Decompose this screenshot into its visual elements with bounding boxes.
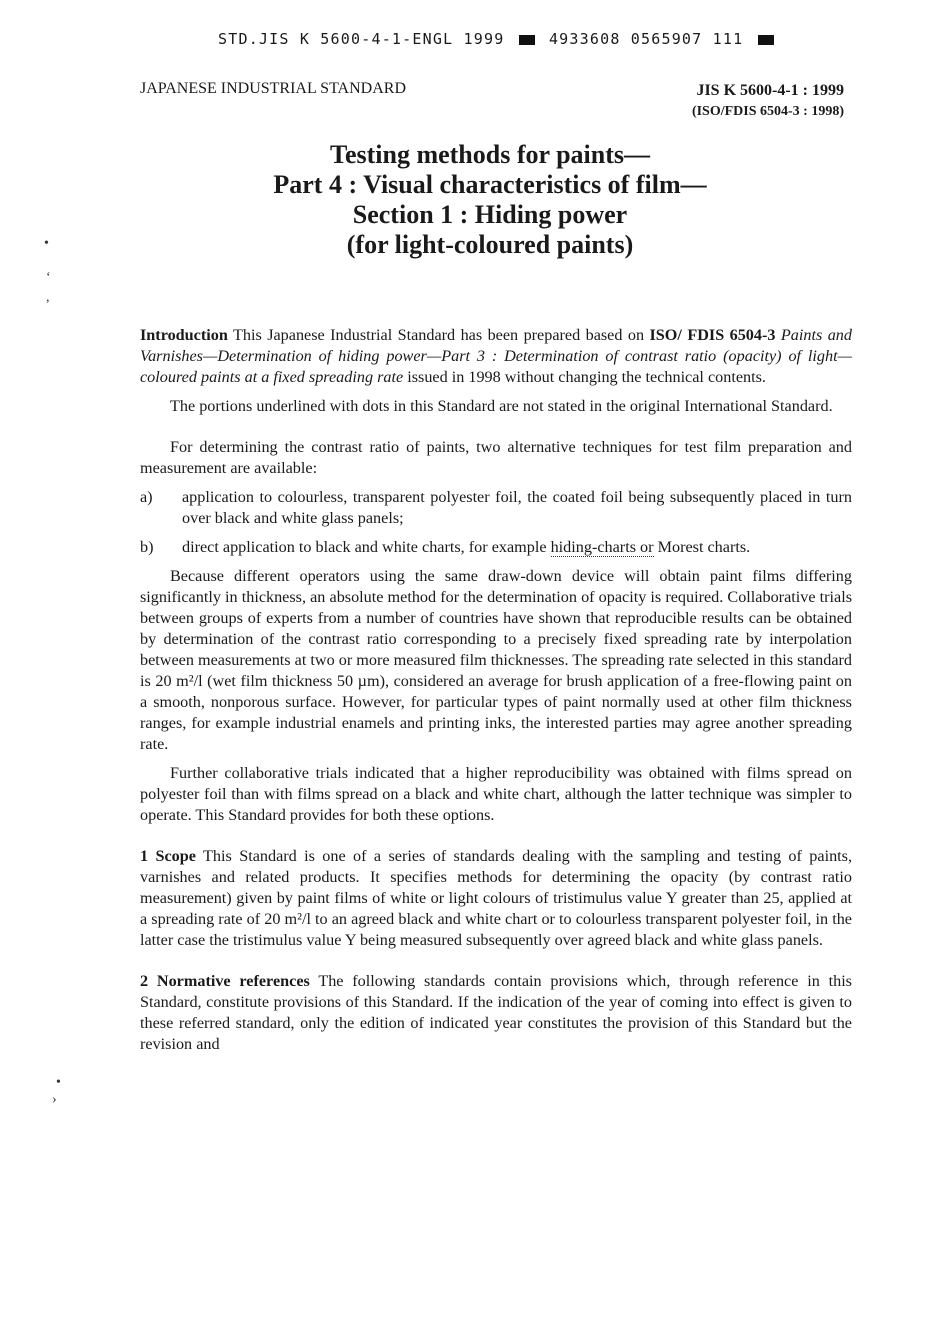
title-line-3: Section 1 : Hiding power — [352, 200, 628, 229]
intro-heading: Introduction — [140, 326, 228, 344]
scan-mark: • — [56, 1075, 61, 1090]
list-item-b — [140, 537, 852, 558]
document-stamp — [218, 30, 778, 48]
list-text: application to colourless, transparent polyester foil, the coated foil being subsequently placed in turn over black and white glass panels; — [182, 488, 852, 527]
header-organization: JAPANESE INDUSTRIAL STANDARD — [140, 80, 406, 97]
normative-heading: 2 Normative references — [140, 972, 310, 990]
list-label: b) — [140, 538, 154, 556]
opacity-paragraph: Because different operators using the same draw-down device will obtain paint films differing significantly in thickness, an absolute method for the determination of opacity is required. Collaborative trials between groups of experts from a number of countries have shown that reproducible results can be obtained by determination of the contrast ratio corresponding to a precisely fixed spreading rate by interpolation between measurements at two or more measured film thicknesses. The spreading rate selected in this standard is 20 m²/l (wet film thickness 50 µm), considered an average for brush application of a free-flowing paint on a smooth, nonporous surface. However, for particular types of paint normally used at other film thickness ranges, for example industrial enamels and printing inks, the interested parties may agree another spreading rate. — [140, 567, 852, 753]
intro-text-end: issued in 1998 without changing the technical contents. — [403, 368, 766, 386]
scan-mark: , — [46, 290, 50, 305]
scan-mark: ‘ — [46, 270, 51, 285]
title-line-1: Testing methods for paints— — [330, 140, 650, 169]
normative-text: The following standards contain provisions which, through reference in this Standard, constitute provisions of this Standard. If the indication of the year of coming into effect is given to these referred standard, only the edition of indicated year constitutes the provision of this Standard but the revision and — [140, 972, 852, 1053]
reproducibility-paragraph: Further collaborative trials indicated that a higher reproducibility was obtained with films spread on polyester foil than with films spread on a black and white chart, although the latter technique was simpler to operate. This Standard provides for both these options. — [140, 764, 852, 824]
header-standard — [692, 80, 844, 122]
list-text-pre: direct application to black and white charts, for example — [182, 538, 551, 556]
intro-paragraph — [140, 325, 852, 388]
scan-mark: • — [44, 236, 49, 251]
stamp-number: 4933608 0565907 111 — [548, 30, 744, 48]
scope-heading: 1 Scope — [140, 847, 196, 865]
dotted-underline-text: hiding-charts or — [550, 538, 654, 556]
document-body — [140, 325, 852, 1063]
stamp-block-right — [758, 35, 774, 45]
standard-number: JIS K 5600-4-1 : 1999 — [696, 82, 844, 99]
stamp-code: STD.JIS K 5600-4-1-ENGL 1999 — [218, 30, 505, 48]
intro-text: This Japanese Industrial Standard has been prepared based on — [227, 326, 650, 344]
iso-title: Paints and Varnishes—Determination of hiding power—Part 3 : Determination of contrast ratio (opacity) of light—coloured paints at a fixed spreading rate — [140, 326, 852, 386]
title-line-4: (for light-coloured paints) — [346, 230, 634, 259]
scope-text: This Standard is one of a series of standards dealing with the sampling and testing of paints, varnishes and related products. It specifies methods for determining the opacity (by contrast ratio measurement) given by paint films of white or light colours of tristimulus value Y greater than 25, applied at a spreading rate of 20 m²/l to an agreed black and white chart or to colourless transparent polyester foil, in the latter case the tristimulus value Y being measured subsequently over agreed black and white glass panels. — [140, 847, 853, 949]
scope-section — [140, 846, 852, 951]
list-label: a) — [140, 488, 153, 506]
list-text-post: Morest charts. — [653, 538, 751, 556]
stamp-block-left — [519, 35, 535, 45]
document-title — [0, 140, 950, 260]
iso-reference: (ISO/FDIS 6504-3 : 1998) — [691, 104, 844, 119]
title-line-2: Part 4 : Visual characteristics of film— — [273, 170, 707, 199]
list-text — [182, 537, 852, 558]
techniques-paragraph: For determining the contrast ratio of paints, two alternative techniques for test film preparation and measurement are available: — [140, 438, 852, 477]
iso-citation: ISO/ FDIS 6504-3 — [649, 326, 776, 344]
scan-mark: › — [52, 1092, 57, 1107]
dotted-note-paragraph: The portions underlined with dots in this Standard are not stated in the original International Standard. — [170, 397, 833, 415]
normative-references-section — [140, 971, 852, 1055]
list-item-a — [140, 487, 852, 529]
